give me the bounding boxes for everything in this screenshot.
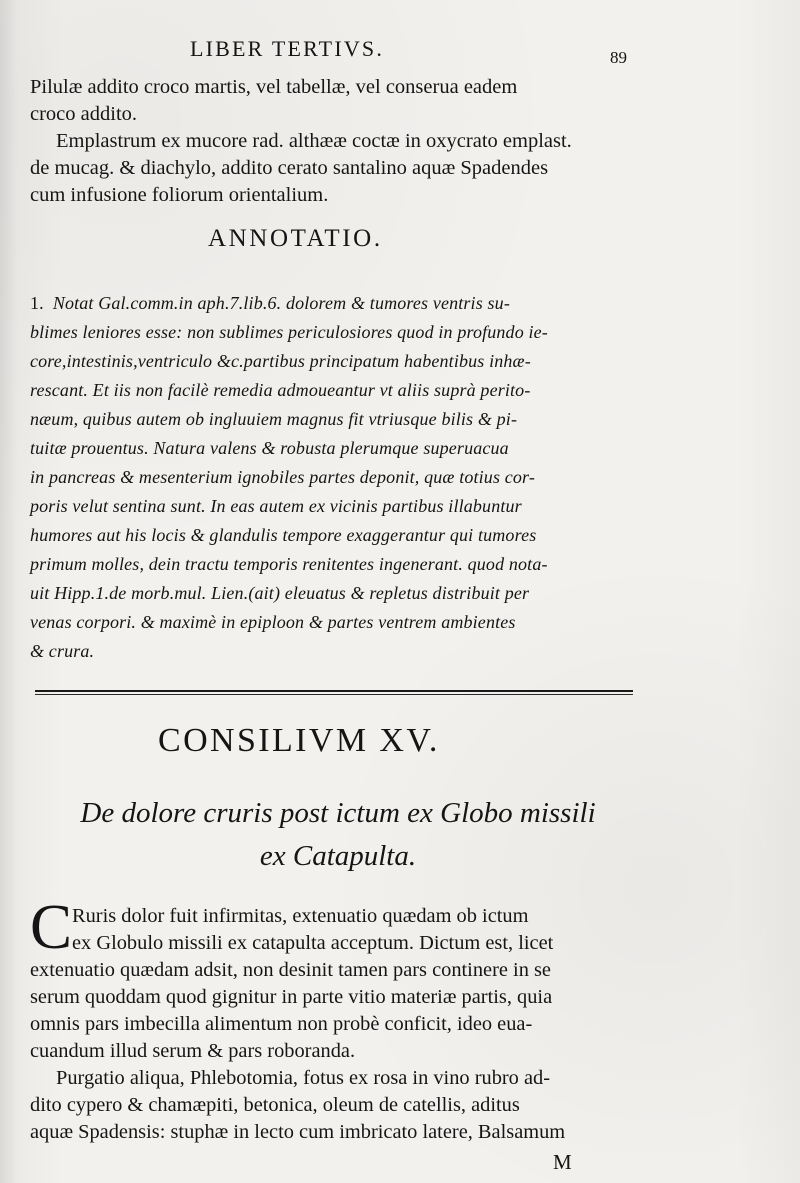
annotation-line: uit Hipp.1.de morb.mul. Lien.(ait) eleuatus & repletus distribuit per [30, 583, 530, 603]
running-head: LIBER TERTIVS. [190, 36, 385, 61]
body-line: Ruris dolor fuit infirmitas, extenuatio quædam ob ictum [72, 905, 529, 927]
paragraph-line: Emplastrum ex mucore rad. althææ coctæ in oxycrato emplast. [56, 130, 572, 152]
paragraph-line: cum infusione foliorum orientalium. [30, 184, 329, 206]
body-line: omnis pars imbecilla alimentum non probè conficit, ideo eua- [30, 1013, 533, 1035]
annotation-line: poris velut sentina sunt. In eas autem ex vicinis partibus illabuntur [30, 496, 522, 516]
annotation-line: & crura. [30, 641, 95, 661]
paragraph-line: Pilulæ addito croco martis, vel tabellæ, vel conserua eadem [30, 76, 518, 98]
annotation-line: in pancreas & mesenterium ignobiles partes deponit, quæ totius cor- [30, 467, 535, 487]
body-line: Purgatio aliqua, Phlebotomia, fotus ex rosa in vino rubro ad- [56, 1067, 551, 1089]
annotation-number: 1. [30, 293, 44, 313]
page-number: 89 [610, 48, 627, 67]
subtitle-line: ex Catapulta. [259, 840, 417, 872]
subtitle-line: De dolore cruris post ictum ex Globo missili [80, 797, 596, 829]
annotation-line: core,intestinis,ventriculo &c.partibus principatum habentibus inhæ- [30, 351, 531, 371]
body-line: aquæ Spadensis: stuphæ in lecto cum imbricato latere, Balsamum [30, 1121, 566, 1143]
body-line: ex Globulo missili ex catapulta acceptum. Dictum est, licet [72, 932, 554, 954]
annotation-text [30, 289, 642, 666]
annotation-line: rescant. Et iis non facilè remedia admoueantur vt aliis suprà perito- [30, 380, 531, 400]
annotation-line: blimes leniores esse: non sublimes periculosiores quod in profundo ie- [30, 322, 548, 342]
body-line: cuandum illud serum & pars roboranda. [30, 1040, 356, 1062]
dropcap: C [30, 892, 73, 962]
opening-paragraph [30, 74, 640, 209]
annotation-line: venas corpori. & maximè in epiploon & partes ventrem ambientes [30, 612, 516, 632]
consilium-subtitle [58, 792, 618, 878]
annotation-line: næum, quibus autem ob ingluuiem magnus fit vtriusque bilis & pi- [30, 409, 518, 429]
consilium-title: CONSILIVM XV. [158, 722, 440, 759]
annotation-line [30, 289, 642, 318]
catchword: M [553, 1150, 572, 1174]
body-line: dito cypero & chamæpiti, betonica, oleum de catellis, aditus [30, 1094, 520, 1116]
page-shadow [0, 0, 18, 1183]
body-line: serum quoddam quod gignitur in parte vitio materiæ partis, quia [30, 986, 553, 1008]
annotation-line-text: Notat Gal.comm.in aph.7.lib.6. dolorem & tumores ventris su- [52, 293, 510, 313]
annotation-line: tuitæ prouentus. Natura valens & robusta plerumque superuacua [30, 438, 509, 458]
consilium-body [30, 892, 642, 1146]
body-line: extenuatio quædam adsit, non desinit tamen pars continere in se [30, 959, 551, 981]
section-divider [35, 690, 633, 692]
paragraph-line: de mucag. & diachylo, addito cerato santalino aquæ Spadendes [30, 157, 549, 179]
annotatio-title: ANNOTATIO. [208, 225, 383, 252]
annotation-line: primum molles, dein tractu temporis renitentes ingenerant. quod nota- [30, 554, 548, 574]
paragraph-line: croco addito. [30, 103, 138, 125]
annotation-line: humores aut his locis & glandulis tempore exaggerantur qui tumores [30, 525, 537, 545]
